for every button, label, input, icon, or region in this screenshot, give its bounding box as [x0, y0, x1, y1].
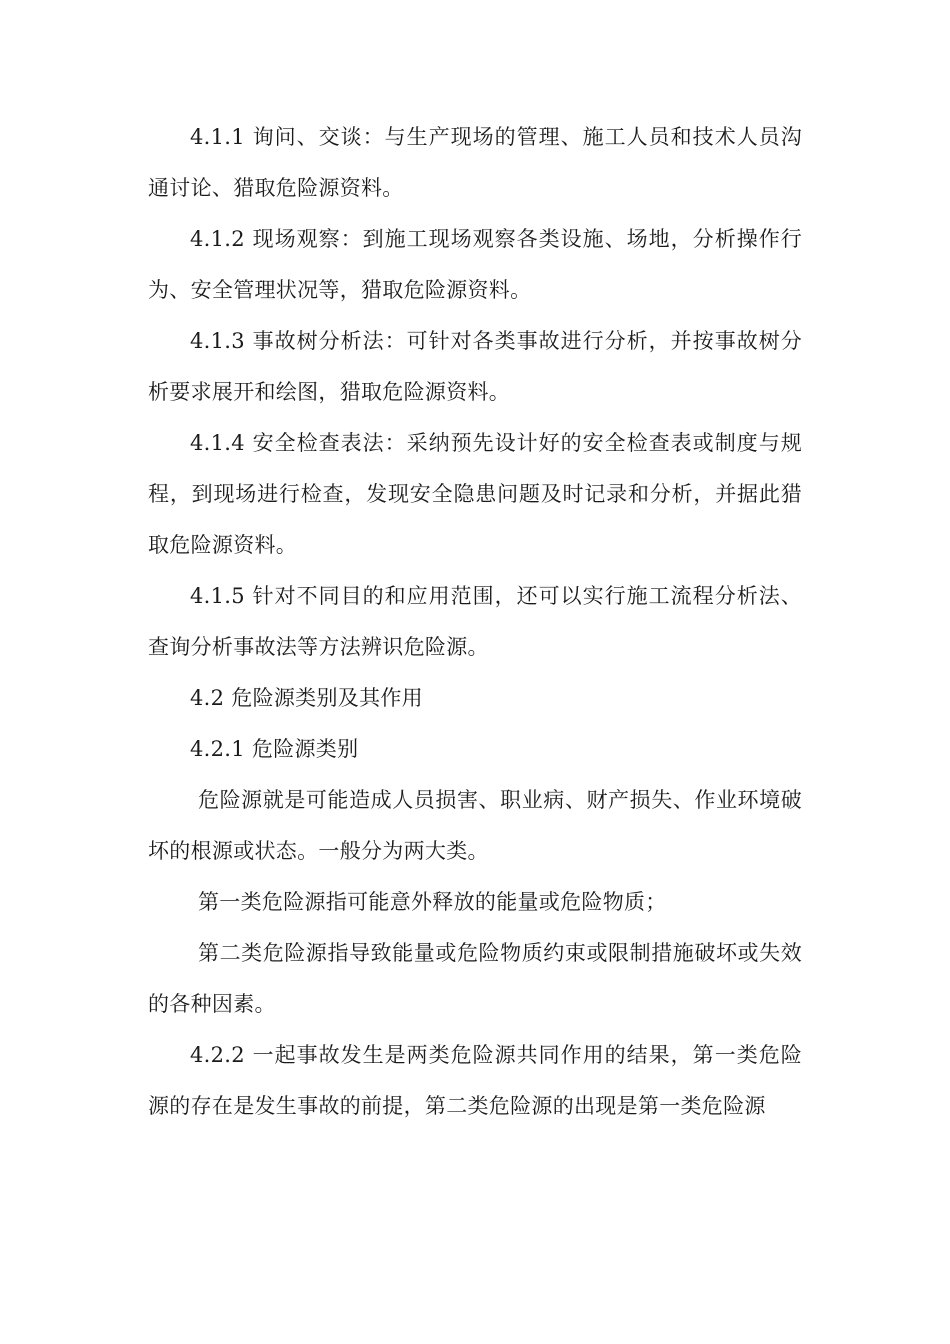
paragraph-4-1-4: 4.1.4 安全检查表法：采纳预先设计好的安全检查表或制度与规程，到现场进行检查，发现安全隐患问题及时记录和分析，并据此猎取危险源资料。 [148, 431, 802, 557]
paragraph-second-category: 第二类危险源指导致能量或危险物质约束或限制措施破坏或失效的各种因素。 [148, 941, 802, 1016]
paragraph-4-1-1: 4.1.1 询问、交谈：与生产现场的管理、施工人员和技术人员沟通讨论、猎取危险源资料。 [148, 125, 802, 200]
paragraph-4-1-2: 4.1.2 现场观察：到施工现场观察各类设施、场地，分析操作行为、安全管理状况等，猎取危险源资料。 [148, 227, 802, 302]
paragraph-hazard-definition: 危险源就是可能造成人员损害、职业病、财产损失、作业环境破坏的根源或状态。一般分为两大类。 [148, 788, 802, 863]
document-body [148, 112, 802, 1132]
section-heading-4-2: 4.2 危险源类别及其作用 [190, 686, 423, 710]
paragraph-first-category: 第一类危险源指可能意外释放的能量或危险物质； [198, 890, 667, 914]
subsection-heading-4-2-1: 4.2.1 危险源类别 [190, 737, 359, 761]
paragraph-4-1-5: 4.1.5 针对不同目的和应用范围，还可以实行施工流程分析法、查询分析事故法等方法辨识危险源。 [148, 584, 802, 659]
paragraph-4-1-3: 4.1.3 事故树分析法：可针对各类事故进行分析，并按事故树分析要求展开和绘图，猎取危险源资料。 [148, 329, 802, 404]
paragraph-4-2-2: 4.2.2 一起事故发生是两类危险源共同作用的结果，第一类危险源的存在是发生事故的前提，第二类危险源的出现是第一类危险源 [148, 1043, 802, 1118]
